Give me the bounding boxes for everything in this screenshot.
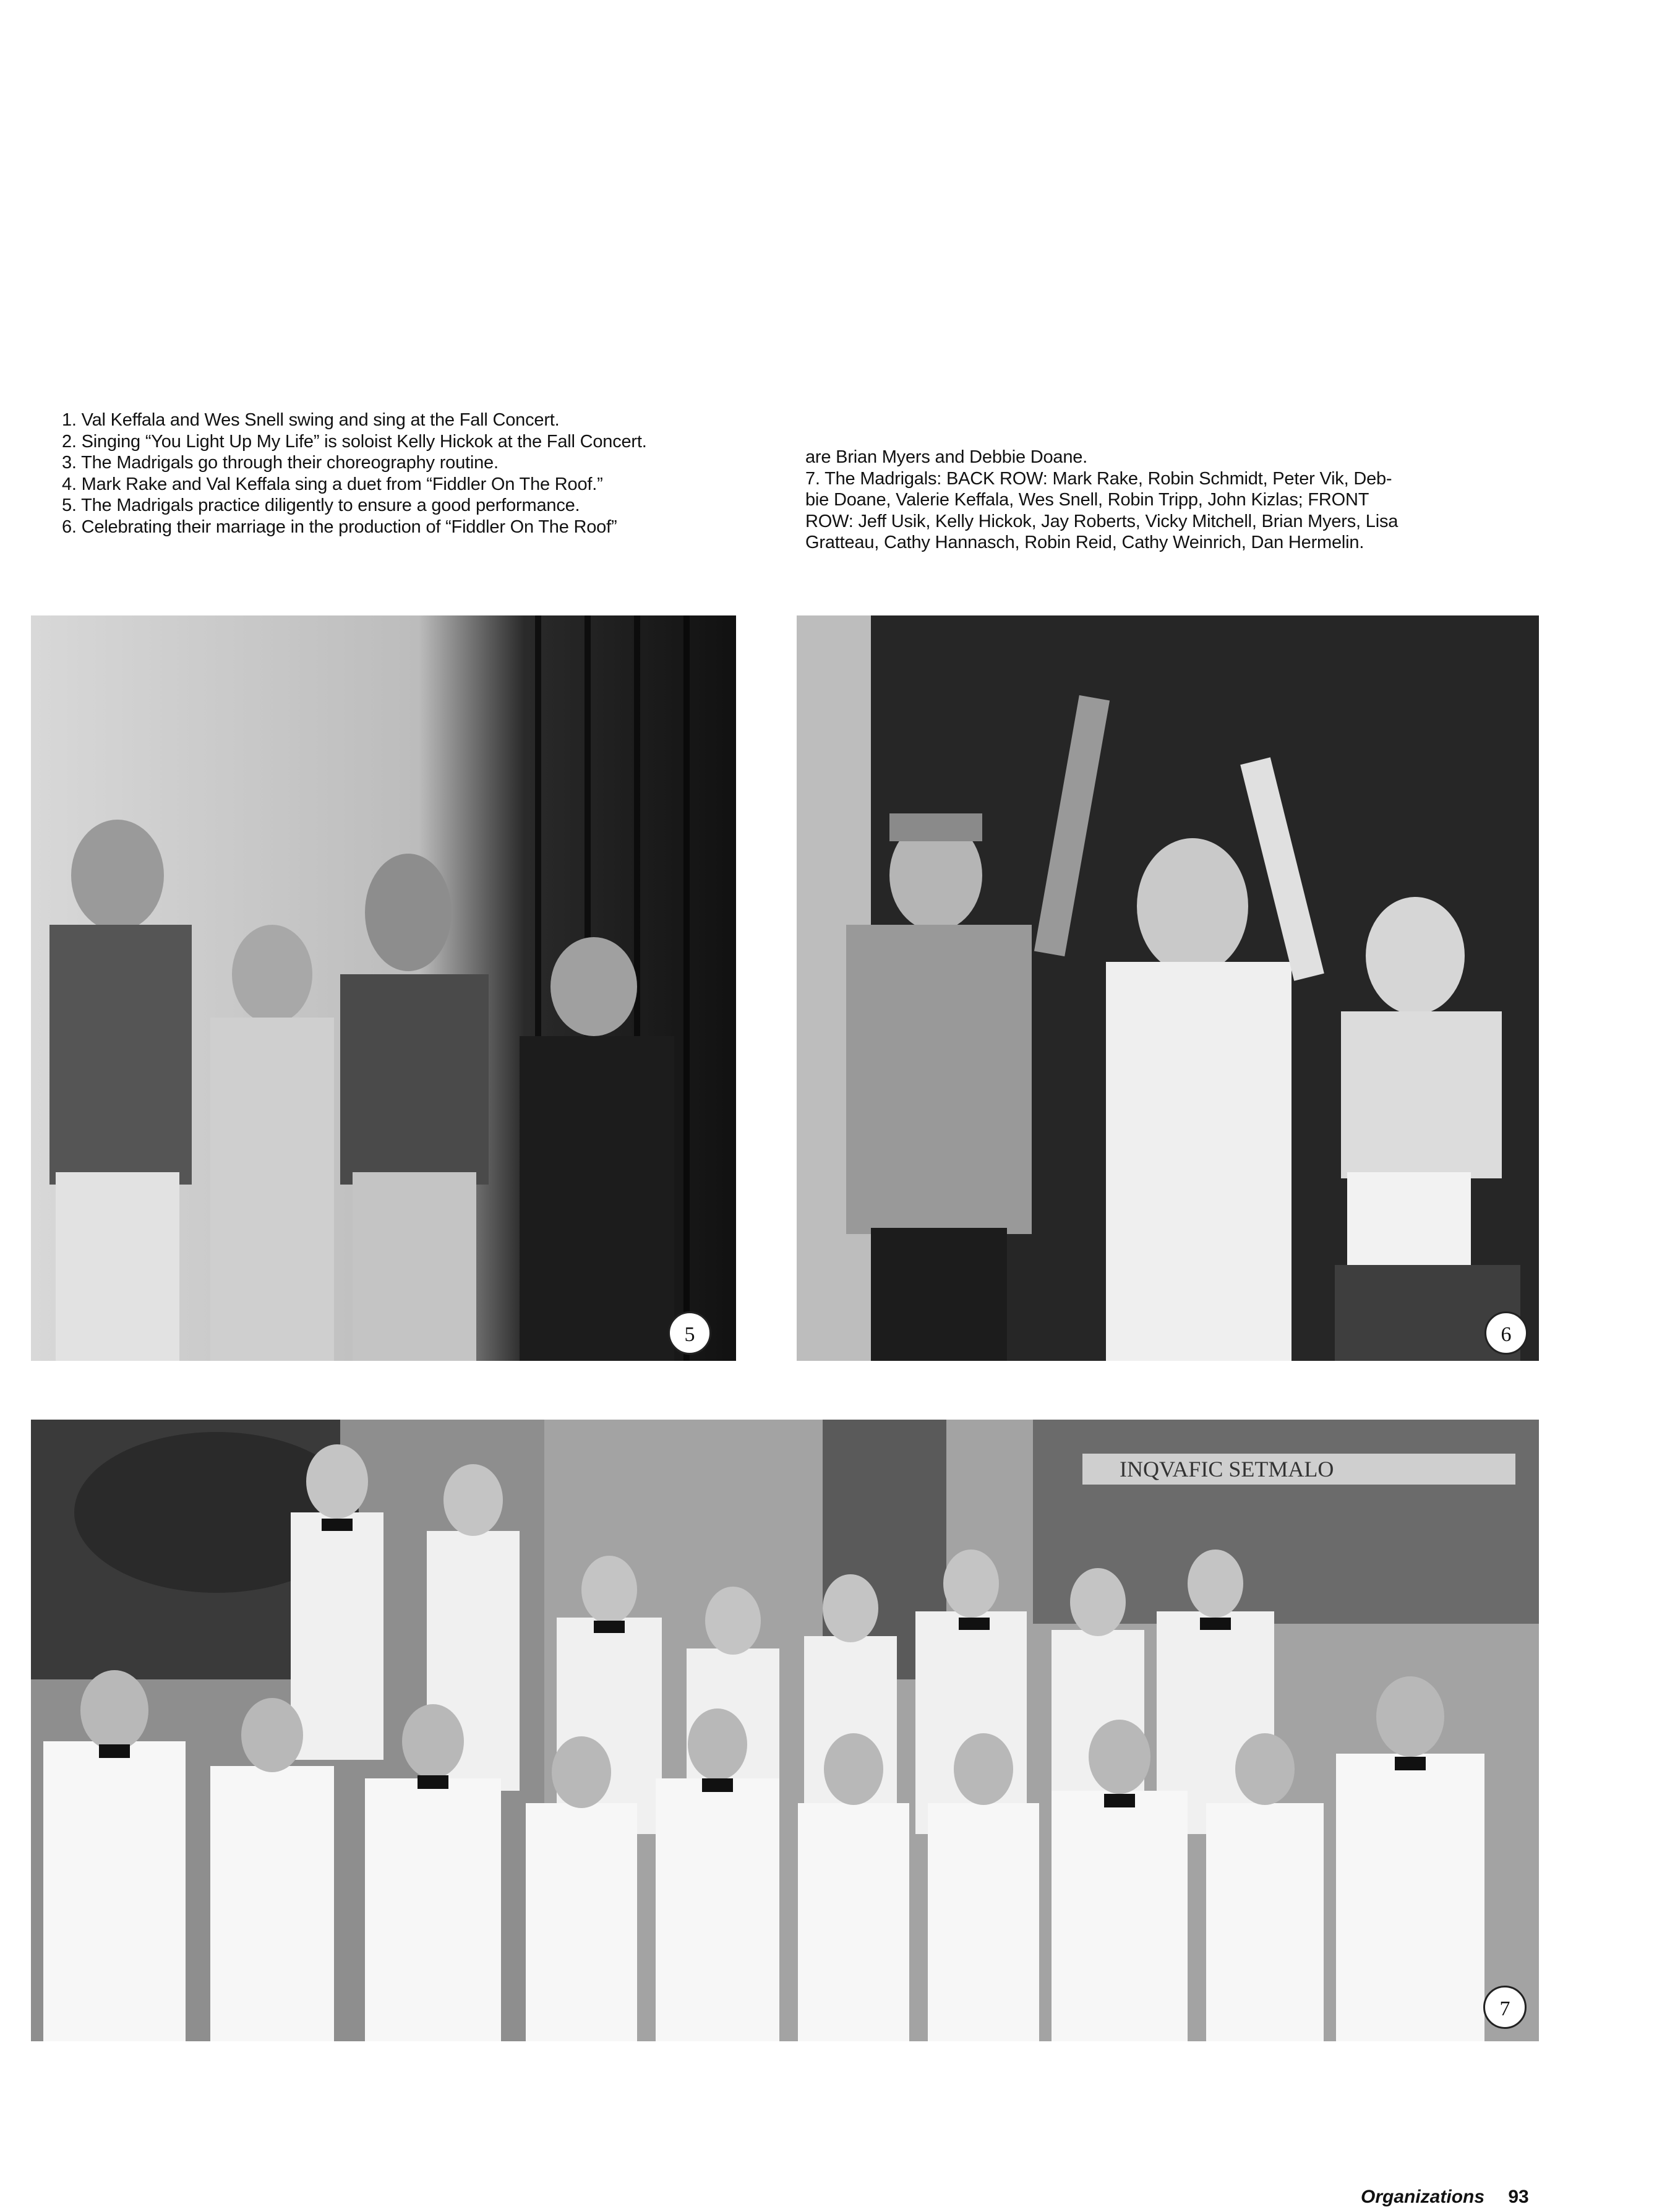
photo-5-image — [31, 615, 736, 1361]
photo-5-choir-rehearsal — [31, 615, 736, 1361]
caption-line: 4. Mark Rake and Val Keffala sing a duet from “Fiddler On The Roof.” — [62, 474, 603, 494]
caption-line: are Brian Myers and Debbie Doane. — [805, 447, 1088, 467]
photo-7-group-portrait — [31, 1420, 1539, 2041]
page-number: 93 — [1508, 2187, 1529, 2207]
page-footer — [1361, 2187, 1608, 2208]
caption-line: 2. Singing “You Light Up My Life” is soloist Kelly Hickok at the Fall Concert. — [62, 431, 647, 452]
caption-line: bie Doane, Valerie Keffala, Wes Snell, Robin Tripp, John Kizlas; FRONT — [805, 490, 1369, 510]
caption-line: 6. Celebrating their marriage in the production of “Fiddler On The Roof” — [62, 517, 617, 537]
caption-column-right — [805, 447, 1486, 554]
photo-number-badge: 7 — [1483, 1986, 1527, 2029]
building-sign-text: INQVAFIC SETMALO — [1120, 1457, 1334, 1481]
photo-6-wedding-scene — [797, 615, 1539, 1361]
caption-line: 1. Val Keffala and Wes Snell swing and sing at the Fall Concert. — [62, 410, 560, 430]
caption-line: 5. The Madrigals practice diligently to ensure a good performance. — [62, 495, 580, 516]
section-name: Organizations — [1361, 2187, 1485, 2207]
caption-line: ROW: Jeff Usik, Kelly Hickok, Jay Roberts, Vicky Mitchell, Brian Myers, Lisa — [805, 511, 1399, 531]
photo-7-image — [31, 1420, 1539, 2041]
photo-number-badge: 6 — [1484, 1311, 1528, 1355]
caption-block — [62, 409, 1484, 570]
caption-line: 7. The Madrigals: BACK ROW: Mark Rake, Robin Schmidt, Peter Vik, Deb- — [805, 468, 1392, 489]
caption-line: Gratteau, Cathy Hannasch, Robin Reid, Cathy Weinrich, Dan Hermelin. — [805, 533, 1364, 553]
caption-column-left — [62, 409, 761, 538]
photo-6-image — [797, 615, 1539, 1361]
photo-number-badge: 5 — [668, 1311, 711, 1355]
caption-line: 3. The Madrigals go through their choreography routine. — [62, 453, 499, 473]
